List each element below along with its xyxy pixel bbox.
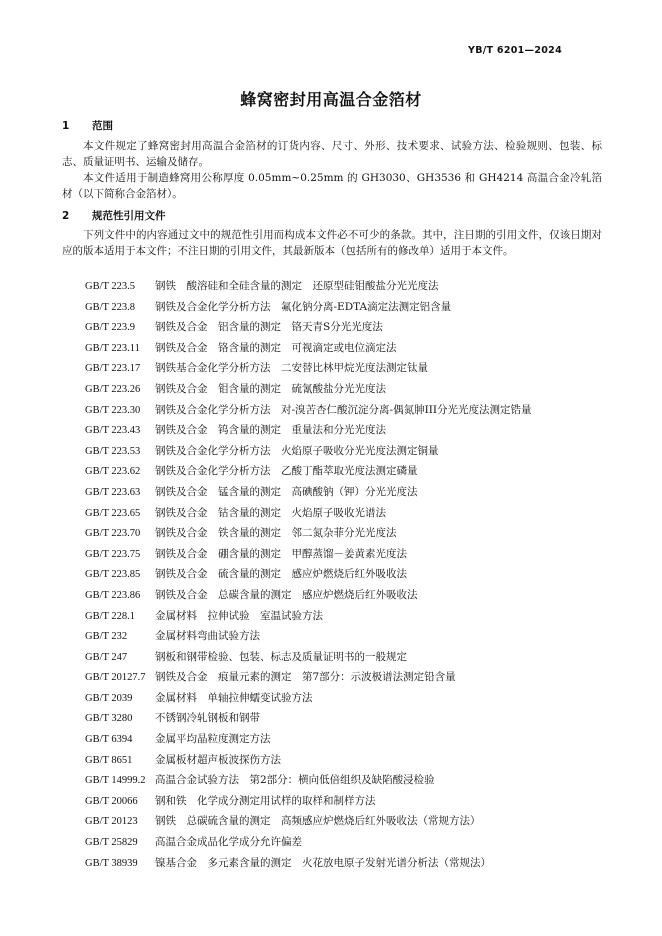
reference-code: GB/T 223.9: [85, 322, 135, 334]
reference-code: GB/T 20123: [85, 816, 138, 828]
reference-code: GB/T 223.30: [85, 404, 141, 416]
reference-item: [85, 647, 605, 668]
reference-item: [85, 482, 605, 503]
reference-title: 金属板材超声板波探伤方法: [155, 753, 281, 766]
reference-code: GB/T 2039: [85, 692, 133, 704]
section-2-paragraph: 下列文件中的内容通过文中的规范性引用而构成本文件必不可少的条款。其中，注日期的引用文件，仅该日期对应的版本适用于本文件；不注日期的引用文件，其最新版本（包括所有的修改单）适用于本文件。: [62, 229, 602, 257]
reference-title: 钢铁及合金 钴含量的测定 火焰原子吸收光谱法: [155, 506, 386, 519]
reference-title: 钢铁及合金化学分析方法 乙酸丁酯萃取光度法测定磷量: [155, 465, 418, 478]
reference-item: [85, 791, 605, 812]
reference-title: 镍基合金 多元素含量的测定 火花放电原子发射光谱分析法（常规法）: [155, 856, 491, 869]
reference-title: 钢铁及合金化学分析方法 氟化钠分离-EDTA滴定法测定铝含量: [155, 300, 452, 313]
reference-code: GB/T 223.65: [85, 507, 141, 519]
reference-item: [85, 544, 605, 565]
reference-code: GB/T 223.53: [85, 445, 141, 457]
reference-item: [85, 626, 605, 647]
reference-title: 钢板和钢带检验、包装、标志及质量证明书的一般规定: [155, 650, 407, 663]
reference-title: 钢铁 总碳硫含量的测定 高频感应炉燃烧后红外吸收法（常规方法）: [155, 815, 481, 828]
reference-code: GB/T 223.75: [85, 548, 141, 560]
reference-code: GB/T 223.63: [85, 486, 141, 498]
reference-item: [85, 606, 605, 627]
reference-item: [85, 708, 605, 729]
reference-code: GB/T 8651: [85, 754, 133, 766]
reference-title: 钢铁基合金化学分析方法 二安替比林甲烷光度法测定钛量: [155, 362, 428, 375]
reference-code: GB/T 228.1: [85, 610, 135, 622]
reference-title: 钢铁及合金 钨含量的测定 重量法和分光光度法: [155, 424, 386, 437]
reference-code: GB/T 232: [85, 631, 128, 643]
section-1-title: 范围: [92, 120, 113, 132]
reference-title: 金属材料 单轴拉伸蠕变试验方法: [155, 691, 313, 704]
reference-item: [85, 461, 605, 482]
reference-item: [85, 750, 605, 771]
reference-item: [85, 420, 605, 441]
reference-code: GB/T 25829: [85, 837, 138, 849]
standard-code: YB/T 6201—2024: [468, 45, 562, 56]
reference-code: GB/T 247: [85, 651, 128, 663]
reference-item: [85, 317, 605, 338]
document-title: 蜂窝密封用高温合金箔材: [240, 90, 422, 109]
reference-code: GB/T 20127.7: [85, 672, 146, 684]
reference-code: GB/T 223.8: [85, 301, 135, 313]
section-1-heading: [62, 118, 113, 133]
reference-item: [85, 811, 605, 832]
reference-code: GB/T 20066: [85, 795, 138, 807]
reference-title: 钢铁及合金 钼含量的测定 硫氰酸盐分光光度法: [155, 382, 386, 395]
section-1-paragraph-1: 本文件规定了蜂窝密封用高温合金箔材的订货内容、尺寸、外形、技术要求、试验方法、检验规则、包装、标志、质量证明书、运输及储存。: [62, 140, 602, 168]
reference-code: GB/T 38939: [85, 857, 138, 869]
reference-title: 钢铁及合金 铬含量的测定 可视滴定或电位滴定法: [155, 341, 397, 354]
reference-item: [85, 585, 605, 606]
reference-title: 金属材料 拉伸试验 室温试验方法: [155, 609, 323, 622]
reference-code: GB/T 3280: [85, 713, 133, 725]
section-2-heading: [62, 208, 166, 223]
reference-code: GB/T 223.85: [85, 569, 141, 581]
reference-item: [85, 338, 605, 359]
reference-item: [85, 853, 605, 874]
reference-code: GB/T 223.26: [85, 383, 141, 395]
reference-title: 钢铁及合金 总碳含量的测定 感应炉燃烧后红外吸收法: [155, 588, 418, 601]
reference-item: [85, 400, 605, 421]
section-1-paragraph-2: 本文件适用于制造蜂窝用公称厚度 0.05mm~0.25mm 的 GH3030、GH3536 和 GH4214 高温合金冷轧箔材（以下简称合金箔材）。: [62, 172, 602, 200]
section-1-number: 1: [62, 120, 70, 132]
reference-title: 不锈钢冷轧钢板和钢带: [155, 712, 260, 725]
reference-item: [85, 564, 605, 585]
reference-item: [85, 729, 605, 750]
reference-title: 钢铁及合金 铁含量的测定 邻二氮杂菲分光光度法: [155, 527, 397, 540]
reference-title: 钢铁及合金化学分析方法 对-溴苦杏仁酸沉淀分离-偶氮胂III分光光度法测定锆量: [155, 403, 532, 416]
reference-item: [85, 297, 605, 318]
reference-code: GB/T 223.70: [85, 528, 141, 540]
section-2-number: 2: [62, 210, 70, 222]
reference-code: GB/T 223.62: [85, 466, 141, 478]
reference-code: GB/T 223.17: [85, 363, 141, 375]
reference-item: [85, 770, 605, 791]
reference-item: [85, 441, 605, 462]
reference-code: GB/T 14999.2: [85, 775, 146, 787]
reference-code: GB/T 223.43: [85, 425, 141, 437]
reference-title: 金属材料弯曲试验方法: [155, 630, 260, 643]
reference-item: [85, 832, 605, 853]
reference-list: [85, 276, 605, 873]
reference-item: [85, 503, 605, 524]
reference-item: [85, 358, 605, 379]
reference-item: [85, 523, 605, 544]
reference-title: 高温合金试验方法 第2部分：横向低倍组织及缺陷酸浸检验: [155, 774, 435, 787]
reference-title: 钢铁及合金 锰含量的测定 高碘酸钠（钾）分光光度法: [155, 485, 418, 498]
reference-code: GB/T 6394: [85, 734, 133, 746]
reference-item: [85, 667, 605, 688]
reference-title: 钢铁及合金 铝含量的测定 铬天青S分光光度法: [155, 321, 383, 334]
reference-code: GB/T 223.86: [85, 589, 141, 601]
reference-title: 钢铁及合金化学分析方法 火焰原子吸收分光光度法测定铜量: [155, 444, 439, 457]
reference-title: 钢和铁 化学成分测定用试样的取样和制样方法: [155, 794, 376, 807]
reference-item: [85, 276, 605, 297]
reference-title: 钢铁 酸溶硅和全硅含量的测定 还原型硅钼酸盐分光光度法: [155, 280, 439, 292]
reference-code: GB/T 223.5: [85, 281, 135, 292]
reference-title: 钢铁及合金 痕量元素的测定 第7部分：示波极谱法测定铅含量: [155, 671, 456, 684]
reference-title: 钢铁及合金 硫含量的测定 感应炉燃烧后红外吸收法: [155, 568, 407, 581]
reference-title: 高温合金成品化学成分允许偏差: [155, 836, 302, 849]
reference-code: GB/T 223.11: [85, 342, 140, 354]
reference-title: 金属平均晶粒度测定方法: [155, 733, 271, 746]
reference-title: 钢铁及合金 硼含量的测定 甲醇蒸馏－姜黄素光度法: [155, 547, 407, 560]
reference-item: [85, 688, 605, 709]
section-2-title: 规范性引用文件: [92, 210, 166, 222]
reference-item: [85, 379, 605, 400]
